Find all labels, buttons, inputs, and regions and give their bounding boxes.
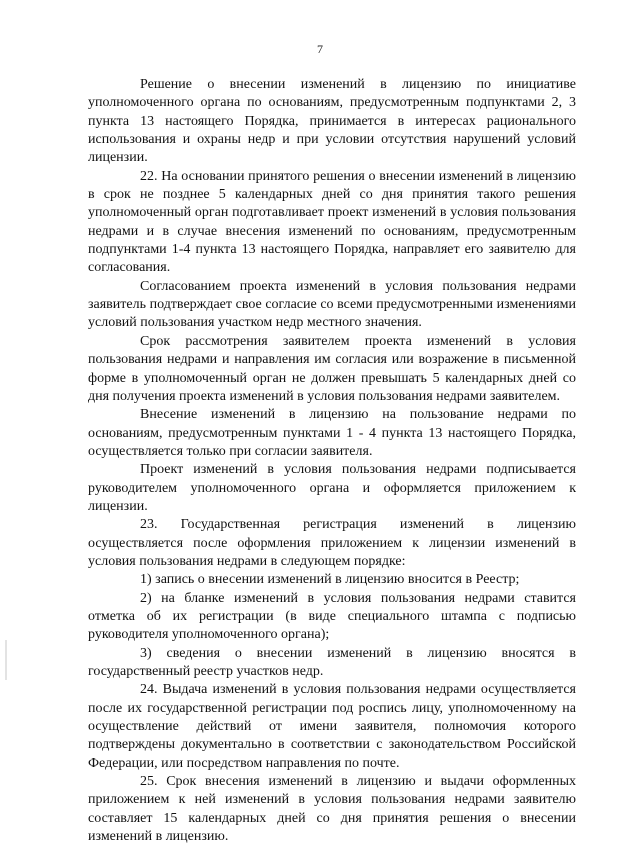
list-item-2: 2) на бланке изменений в условия пользования недрами ставится отметка об их регистрации (в виде специального штампа с подписью руководителя уполномоченного органа); xyxy=(88,590,576,643)
paragraph-24: 24. Выдача изменений в условия пользования недрами осуществляется после их государственной регистрации под роспись лицу, уполномоченному на осуществление действий от имени заявителя, полномочия которого подтверждены документально в соответствии с законодательством Российской Федерации, или посредством направления по почте. xyxy=(88,682,576,771)
paragraph-draft-signing: Проект изменений в условия пользования недрами подписывается руководителем уполномоченного органа и оформляется приложением к лицензии. xyxy=(88,462,576,514)
list-item-3: 3) сведения о внесении изменений в лицензию вносятся в государственный реестр участков недр. xyxy=(88,645,576,679)
page-number: 7 xyxy=(317,42,323,56)
scan-edge-mark xyxy=(5,640,7,680)
paragraph-review-period: Срок рассмотрения заявителем проекта изменений в условия пользования недрами и направления им согласия или возражение в письменной форме в уполномоченный орган не должен превышать 5 календарных дней со дня получения проекта изменений в условия пользования недрами заявителем. xyxy=(88,333,576,404)
document-body xyxy=(88,76,576,846)
paragraph-25: 25. Срок внесения изменений в лицензию и выдачи оформленных приложением к ней изменений в условия пользования недрами заявителю составляет 15 календарных дней со дня принятия решения о внесении изменений в лицензию. xyxy=(88,774,576,845)
paragraph-consent: Согласованием проекта изменений в условия пользования недрами заявитель подтверждает свое согласие со всеми предусмотренными изменениями условий пользования участком недр местного значения. xyxy=(88,278,576,331)
paragraph-22: 22. На основании принятого решения о внесении изменений в лицензию в срок не позднее 5 календарных дней со дня принятия такого решения уполномоченный орган подготавливает проект изменений в условия пользования недрами и в случае внесения изменений по основаниям, предусмотренным подпунктами 1-4 пункта 13 настоящего Порядка, направляет его заявителю для согласования. xyxy=(88,168,576,276)
paragraph-license-change-initiative: Решение о внесении изменений в лицензию по инициативе уполномоченного органа по основаниям, предусмотренным подпунктами 2, 3 пункта 13 настоящего Порядка, принимается в интересах рационального использования и охраны недр и при условии отсутствия нарушений условий лицензии. xyxy=(88,77,576,166)
paragraph-23: 23. Государственная регистрация изменений в лицензию осуществляется после оформления приложением к лицензии изменений в условия пользования недрами в следующем порядке: xyxy=(88,517,576,569)
list-item-1: 1) запись о внесении изменений в лицензию вносится в Реестр; xyxy=(140,572,520,588)
paragraph-changes-with-consent: Внесение изменений в лицензию на пользование недрами по основаниям, предусмотренным пунктами 1 - 4 пункта 13 настоящего Порядка, осуществляется только при согласии заявителя. xyxy=(88,407,576,459)
